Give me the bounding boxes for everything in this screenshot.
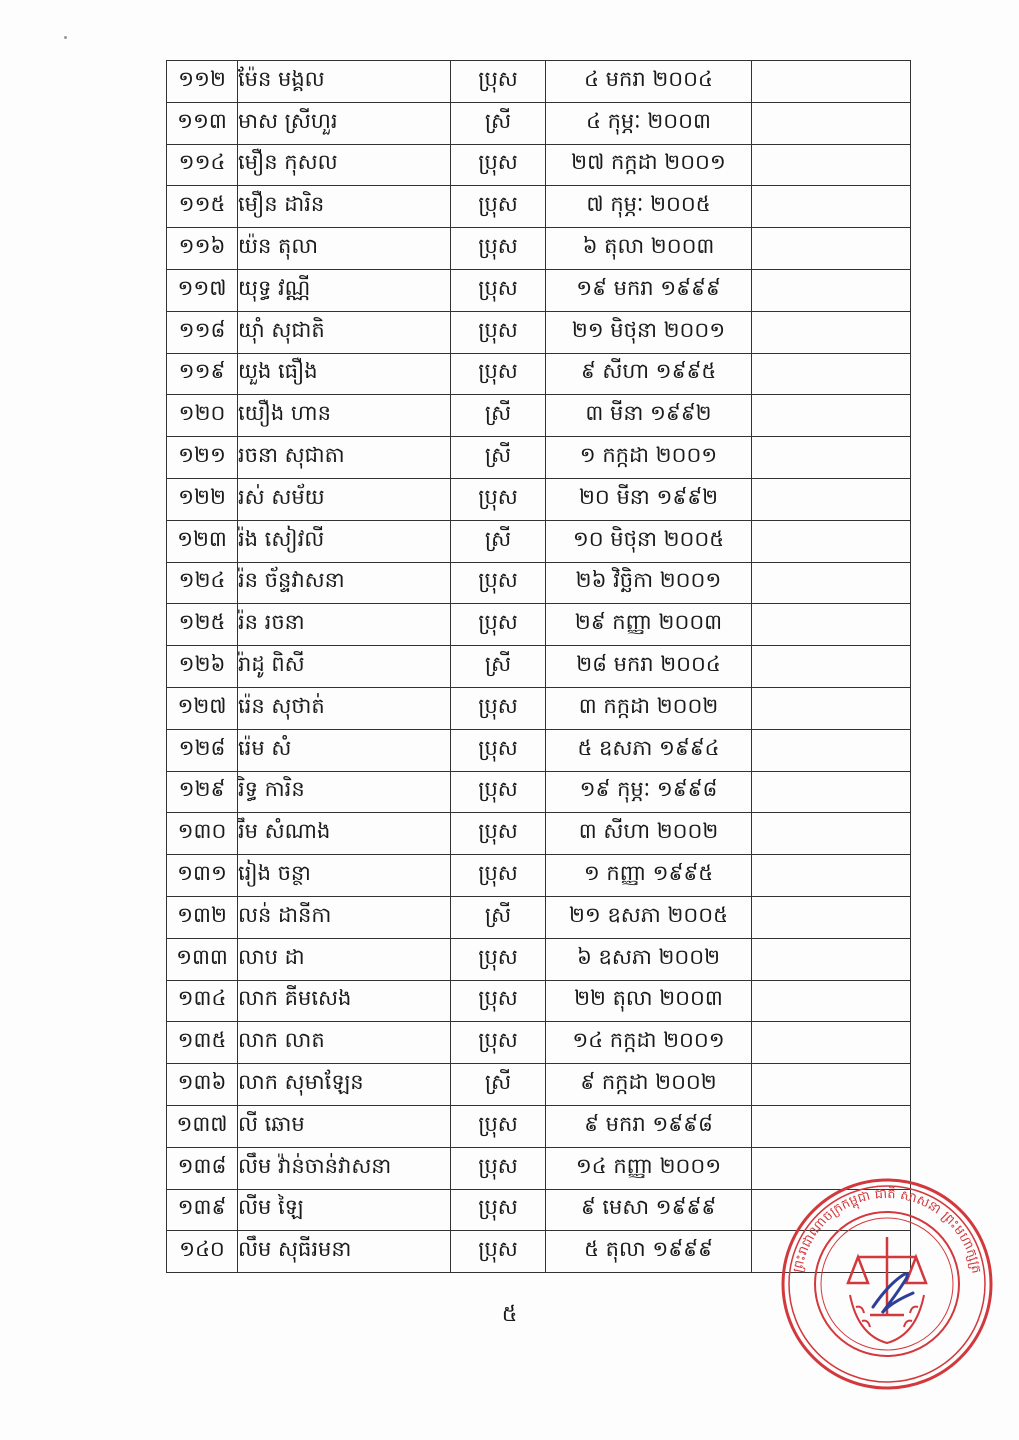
student-name-cell: លាប ដា <box>238 938 451 980</box>
birthdate-cell: ៣ មីនា ១៩៩២ <box>546 395 752 437</box>
birthdate-cell: ២៨ មករា ២០០៤ <box>546 646 752 688</box>
table-row <box>167 562 911 604</box>
row-number-cell: ១២២ <box>167 478 238 520</box>
remarks-cell <box>752 938 911 980</box>
table-row <box>167 980 911 1022</box>
remarks-cell <box>752 61 911 103</box>
gender-cell: ប្រុស <box>451 269 546 311</box>
table-row <box>167 729 911 771</box>
row-number-cell: ១១៦ <box>167 228 238 270</box>
student-name-cell: យឿង ហាន <box>238 395 451 437</box>
row-number-cell: ១២១ <box>167 437 238 479</box>
remarks-cell <box>752 855 911 897</box>
student-name-cell: យ៉ាំ សុជាតិ <box>238 311 451 353</box>
gender-cell: ប្រុស <box>451 938 546 980</box>
birthdate-cell: ១៤ កក្កដា ២០០១ <box>546 1022 752 1064</box>
remarks-cell <box>752 1105 911 1147</box>
row-number-cell: ១១៨ <box>167 311 238 353</box>
row-number-cell: ១១៣ <box>167 102 238 144</box>
student-name-cell: រិទ្ធ ការិន <box>238 771 451 813</box>
birthdate-cell: ៧ កុម្ភៈ ២០០៥ <box>546 186 752 228</box>
remarks-cell <box>752 186 911 228</box>
gender-cell: ប្រុស <box>451 771 546 813</box>
official-seal-stamp <box>778 1175 996 1393</box>
table-row <box>167 353 911 395</box>
gender-cell: ប្រុស <box>451 61 546 103</box>
row-number-cell: ១៣៤ <box>167 980 238 1022</box>
gender-cell: ប្រុស <box>451 1105 546 1147</box>
remarks-cell <box>752 729 911 771</box>
student-name-cell: រ៉ង សៀវលី <box>238 520 451 562</box>
row-number-cell: ១៣៣ <box>167 938 238 980</box>
row-number-cell: ១១២ <box>167 61 238 103</box>
birthdate-cell: ៦ ឧសភា ២០០២ <box>546 938 752 980</box>
birthdate-cell: ១ កក្កដា ២០០១ <box>546 437 752 479</box>
table-row <box>167 395 911 437</box>
student-name-cell: មាស ស្រីហួរ <box>238 102 451 144</box>
gender-cell: ប្រុស <box>451 186 546 228</box>
birthdate-cell: ៩ មេសា ១៩៩៩ <box>546 1189 752 1231</box>
student-name-cell: មឿន កុសល <box>238 144 451 186</box>
student-name-cell: យ៉ន តុលា <box>238 228 451 270</box>
gender-cell: ស្រី <box>451 437 546 479</box>
student-name-cell: រចនា សុជាតា <box>238 437 451 479</box>
student-name-cell: រ៉េន សុថាត់ <box>238 687 451 729</box>
page-number: ៥ <box>501 1302 518 1327</box>
gender-cell: ប្រុស <box>451 1231 546 1273</box>
remarks-cell <box>752 813 911 855</box>
remarks-cell <box>752 980 911 1022</box>
birthdate-cell: ៥ តុលា ១៩៩៩ <box>546 1231 752 1273</box>
seal-text: ព្រះរាជាណាចក្រកម្ពុជា ជាតិ សាសនា ព្រះមហាក្សត្រ <box>790 1186 984 1275</box>
gender-cell: ប្រុស <box>451 729 546 771</box>
scales-emblem <box>848 1237 926 1315</box>
student-name-cell: រឹម សំណាង <box>238 813 451 855</box>
table-row <box>167 144 911 186</box>
birthdate-cell: ៩ សីហា ១៩៩៥ <box>546 353 752 395</box>
row-number-cell: ១៣៧ <box>167 1105 238 1147</box>
birthdate-cell: ២៧ កក្កដា ២០០១ <box>546 144 752 186</box>
row-number-cell: ១២០ <box>167 395 238 437</box>
table-row <box>167 646 911 688</box>
birthdate-cell: ១៩ កុម្ភៈ ១៩៩៨ <box>546 771 752 813</box>
birthdate-cell: ២៦ វិច្ឆិកា ២០០១ <box>546 562 752 604</box>
gender-cell: ស្រី <box>451 102 546 144</box>
student-name-cell: យួង ធឿង <box>238 353 451 395</box>
gender-cell: ប្រុស <box>451 604 546 646</box>
table-row <box>167 311 911 353</box>
table-row <box>167 1064 911 1106</box>
gender-cell: ប្រុស <box>451 980 546 1022</box>
remarks-cell <box>752 353 911 395</box>
student-name-cell: រ៉ន រចនា <box>238 604 451 646</box>
student-name-cell: រៀង ចន្ថា <box>238 855 451 897</box>
birthdate-cell: ៤ មករា ២០០៤ <box>546 61 752 103</box>
row-number-cell: ១៣៥ <box>167 1022 238 1064</box>
row-number-cell: ១៣០ <box>167 813 238 855</box>
birthdate-cell: ៣ សីហា ២០០២ <box>546 813 752 855</box>
remarks-cell <box>752 646 911 688</box>
remarks-cell <box>752 395 911 437</box>
table-row <box>167 520 911 562</box>
gender-cell: ស្រី <box>451 520 546 562</box>
table-row <box>167 269 911 311</box>
row-number-cell: ១២៣ <box>167 520 238 562</box>
birthdate-cell: ១ កញ្ញា ១៩៩៥ <box>546 855 752 897</box>
gender-cell: ស្រី <box>451 395 546 437</box>
row-number-cell: ១១៩ <box>167 353 238 395</box>
birthdate-cell: ២២ តុលា ២០០៣ <box>546 980 752 1022</box>
gender-cell: ស្រី <box>451 896 546 938</box>
remarks-cell <box>752 478 911 520</box>
row-number-cell: ១២៤ <box>167 562 238 604</box>
student-name-cell: លឹម សុធីរមនា <box>238 1231 451 1273</box>
table-row <box>167 478 911 520</box>
signature-scribble <box>873 1274 913 1313</box>
row-number-cell: ១៣២ <box>167 896 238 938</box>
student-name-cell: លាក លាត <box>238 1022 451 1064</box>
roster-body <box>167 61 911 1273</box>
table-row <box>167 1022 911 1064</box>
gender-cell: ប្រុស <box>451 687 546 729</box>
birthdate-cell: ២៩ កញ្ញា ២០០៣ <box>546 604 752 646</box>
student-name-cell: រ៉ន ច័ន្ទវាសនា <box>238 562 451 604</box>
birthdate-cell: ២០ មីនា ១៩៩២ <box>546 478 752 520</box>
gender-cell: ប្រុស <box>451 1022 546 1064</box>
row-number-cell: ១១៧ <box>167 269 238 311</box>
birthdate-cell: ៩ កក្កដា ២០០២ <box>546 1064 752 1106</box>
row-number-cell: ១១៤ <box>167 144 238 186</box>
gender-cell: ប្រុស <box>451 353 546 395</box>
student-name-cell: មឿន ដារិន <box>238 186 451 228</box>
table-row <box>167 437 911 479</box>
table-row <box>167 186 911 228</box>
table-row <box>167 102 911 144</box>
birthdate-cell: ១០ មិថុនា ២០០៥ <box>546 520 752 562</box>
student-name-cell: ម៉ែន មង្គល <box>238 61 451 103</box>
table-row <box>167 604 911 646</box>
gender-cell: ស្រី <box>451 646 546 688</box>
gender-cell: ស្រី <box>451 1064 546 1106</box>
row-number-cell: ១២៧ <box>167 687 238 729</box>
row-number-cell: ១២៥ <box>167 604 238 646</box>
remarks-cell <box>752 520 911 562</box>
student-name-cell: លាក គីមសេង <box>238 980 451 1022</box>
remarks-cell <box>752 228 911 270</box>
gender-cell: ប្រុស <box>451 144 546 186</box>
birthdate-cell: ៣ កក្កដា ២០០២ <box>546 687 752 729</box>
table-row <box>167 855 911 897</box>
table-row <box>167 1105 911 1147</box>
remarks-cell <box>752 269 911 311</box>
gender-cell: ប្រុស <box>451 562 546 604</box>
student-roster-table <box>166 60 911 1273</box>
student-name-cell: លន់ ដានីកា <box>238 896 451 938</box>
remarks-cell <box>752 437 911 479</box>
birthdate-cell: ២១ ឧសភា ២០០៥ <box>546 896 752 938</box>
gender-cell: ប្រុស <box>451 1147 546 1189</box>
row-number-cell: ១៤០ <box>167 1231 238 1273</box>
table-row <box>167 228 911 270</box>
student-name-cell: រស់ សម័យ <box>238 478 451 520</box>
birthdate-cell: ៤ កុម្ភៈ ២០០៣ <box>546 102 752 144</box>
birthdate-cell: ១៩ មករា ១៩៩៩ <box>546 269 752 311</box>
student-name-cell: លាក សុមាឡែន <box>238 1064 451 1106</box>
table-row <box>167 813 911 855</box>
gender-cell: ប្រុស <box>451 228 546 270</box>
gender-cell: ប្រុស <box>451 311 546 353</box>
student-name-cell: រ៉ាដូ ពិសី <box>238 646 451 688</box>
row-number-cell: ១១៥ <box>167 186 238 228</box>
row-number-cell: ១៣១ <box>167 855 238 897</box>
gender-cell: ប្រុស <box>451 813 546 855</box>
student-name-cell: លី ឆោម <box>238 1105 451 1147</box>
birthdate-cell: ៥ ឧសភា ១៩៩៤ <box>546 729 752 771</box>
remarks-cell <box>752 311 911 353</box>
student-name-cell: យុទ្ធ វណ្ណី <box>238 269 451 311</box>
student-name-cell: រ៉េម សំ <box>238 729 451 771</box>
gender-cell: ប្រុស <box>451 855 546 897</box>
table-row <box>167 687 911 729</box>
row-number-cell: ១២៩ <box>167 771 238 813</box>
table-row <box>167 771 911 813</box>
birthdate-cell: ១៤ កញ្ញា ២០០១ <box>546 1147 752 1189</box>
table-row <box>167 938 911 980</box>
remarks-cell <box>752 144 911 186</box>
table-row <box>167 896 911 938</box>
student-name-cell: លីម ឡៃ <box>238 1189 451 1231</box>
remarks-cell <box>752 102 911 144</box>
row-number-cell: ១៣៨ <box>167 1147 238 1189</box>
gender-cell: ប្រុស <box>451 1189 546 1231</box>
margin-mark <box>64 36 67 39</box>
remarks-cell <box>752 1064 911 1106</box>
row-number-cell: ១២៦ <box>167 646 238 688</box>
remarks-cell <box>752 687 911 729</box>
row-number-cell: ១២៨ <box>167 729 238 771</box>
remarks-cell <box>752 562 911 604</box>
remarks-cell <box>752 771 911 813</box>
remarks-cell <box>752 1022 911 1064</box>
birthdate-cell: ៩ មករា ១៩៩៨ <box>546 1105 752 1147</box>
birthdate-cell: ៦ តុលា ២០០៣ <box>546 228 752 270</box>
row-number-cell: ១៣៩ <box>167 1189 238 1231</box>
remarks-cell <box>752 896 911 938</box>
birthdate-cell: ២១ មិថុនា ២០០១ <box>546 311 752 353</box>
table-row <box>167 61 911 103</box>
gender-cell: ប្រុស <box>451 478 546 520</box>
row-number-cell: ១៣៦ <box>167 1064 238 1106</box>
remarks-cell <box>752 604 911 646</box>
student-name-cell: លឹម វ៉ាន់ចាន់វាសនា <box>238 1147 451 1189</box>
